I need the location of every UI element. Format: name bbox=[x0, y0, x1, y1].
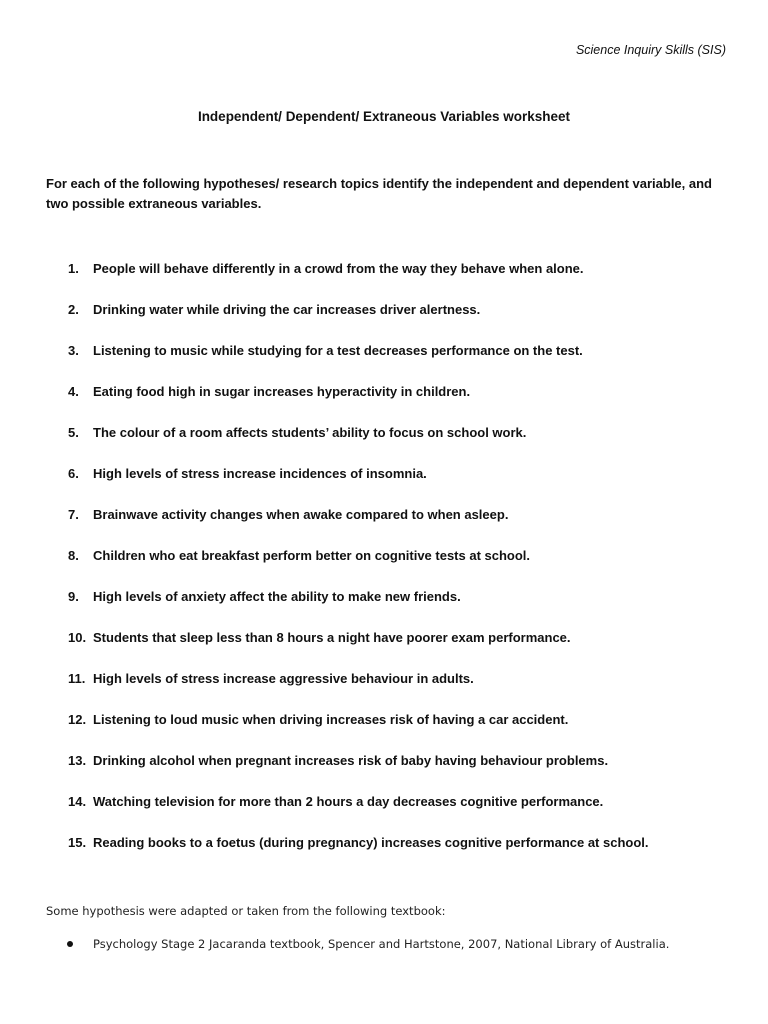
list-item bbox=[0, 546, 768, 587]
list-item-number: 9. bbox=[68, 589, 79, 604]
list-item bbox=[0, 300, 768, 341]
list-item-number: 3. bbox=[68, 343, 79, 358]
list-item bbox=[0, 505, 768, 546]
list-item-text: Drinking alcohol when pregnant increases risk of baby having behaviour problems. bbox=[93, 753, 609, 768]
source-citation: Psychology Stage 2 Jacaranda textbook, Spencer and Hartstone, 2007, National Library of Australia. bbox=[93, 937, 670, 951]
list-item-number: 5. bbox=[68, 425, 79, 440]
list-item-number: 14. bbox=[68, 794, 87, 809]
list-item-number: 13. bbox=[68, 753, 87, 768]
list-item-text: Brainwave activity changes when awake compared to when asleep. bbox=[93, 507, 509, 522]
list-item-number: 8. bbox=[68, 548, 79, 563]
sources-intro: Some hypothesis were adapted or taken from the following textbook: bbox=[46, 904, 446, 918]
list-item-text: Reading books to a foetus (during pregnancy) increases cognitive performance at school. bbox=[93, 835, 649, 850]
source-item bbox=[0, 934, 768, 954]
list-item-text: Students that sleep less than 8 hours a night have poorer exam performance. bbox=[93, 630, 571, 645]
list-item bbox=[0, 423, 768, 464]
list-item bbox=[0, 341, 768, 382]
list-item bbox=[0, 669, 768, 710]
list-item-number: 15. bbox=[68, 835, 87, 850]
list-item-number: 1. bbox=[68, 261, 79, 276]
list-item-number: 12. bbox=[68, 712, 87, 727]
list-item-text: High levels of stress increase incidences of insomnia. bbox=[93, 466, 427, 481]
list-item bbox=[0, 628, 768, 669]
list-item bbox=[0, 259, 768, 300]
list-item-text: Listening to music while studying for a test decreases performance on the test. bbox=[93, 343, 583, 358]
hypothesis-list bbox=[0, 259, 768, 874]
instructions-paragraph: For each of the following hypotheses/ research topics identify the independent and dependent variable, and two possible extraneous variables. bbox=[46, 176, 712, 211]
sources-list bbox=[0, 934, 768, 954]
list-item-text: High levels of stress increase aggressive behaviour in adults. bbox=[93, 671, 474, 686]
list-item-text: Eating food high in sugar increases hyperactivity in children. bbox=[93, 384, 471, 399]
list-item bbox=[0, 464, 768, 505]
list-item-text: Watching television for more than 2 hours a day decreases cognitive performance. bbox=[93, 794, 604, 809]
bullet-icon bbox=[67, 941, 73, 947]
list-item bbox=[0, 751, 768, 792]
page-title: Independent/ Dependent/ Extraneous Variables worksheet bbox=[197, 109, 571, 124]
list-item bbox=[0, 710, 768, 751]
list-item-number: 2. bbox=[68, 302, 79, 317]
course-header: Science Inquiry Skills (SIS) bbox=[575, 43, 726, 57]
list-item-text: Drinking water while driving the car increases driver alertness. bbox=[93, 302, 481, 317]
list-item-number: 11. bbox=[68, 671, 86, 686]
list-item-number: 10. bbox=[68, 630, 87, 645]
list-item bbox=[0, 587, 768, 628]
list-item-number: 4. bbox=[68, 384, 79, 399]
list-item bbox=[0, 382, 768, 423]
list-item-number: 7. bbox=[68, 507, 79, 522]
list-item-text: High levels of anxiety affect the ability to make new friends. bbox=[93, 589, 461, 604]
list-item-number: 6. bbox=[68, 466, 79, 481]
list-item-text: Children who eat breakfast perform better on cognitive tests at school. bbox=[93, 548, 531, 563]
list-item-text: Listening to loud music when driving increases risk of having a car accident. bbox=[93, 712, 569, 727]
list-item bbox=[0, 792, 768, 833]
list-item-text: The colour of a room affects students’ ability to focus on school work. bbox=[93, 425, 527, 440]
list-item-text: People will behave differently in a crowd from the way they behave when alone. bbox=[93, 261, 584, 276]
list-item bbox=[0, 833, 768, 874]
